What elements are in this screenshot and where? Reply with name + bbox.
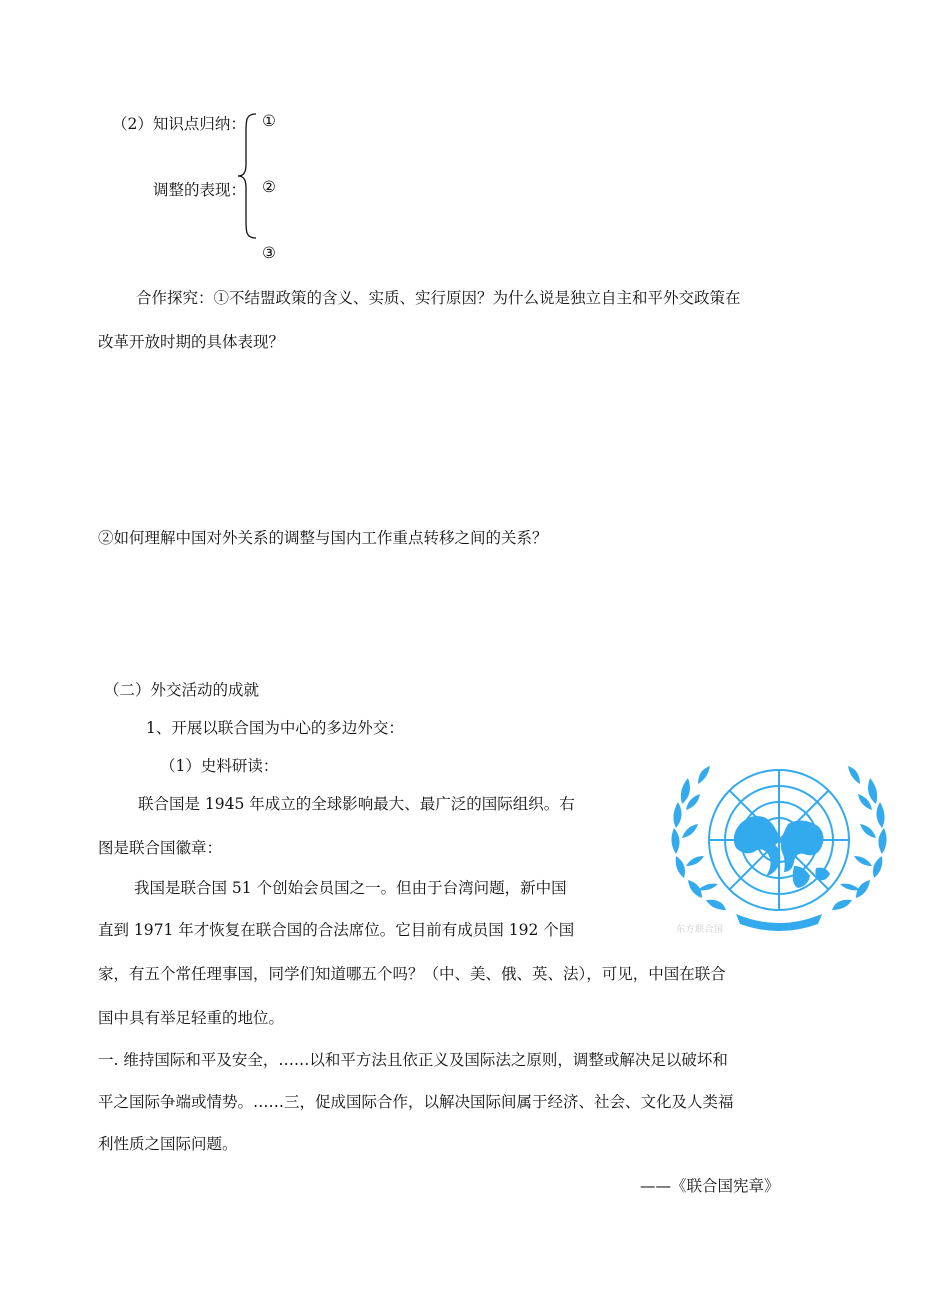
- emblem-watermark: 东方联合国: [676, 925, 724, 935]
- un-emblem-image: [666, 758, 892, 938]
- un-paragraph-1-line-1: 联合国是 1945 年成立的全球影响最大、最广泛的国际组织。右: [138, 795, 575, 813]
- un-paragraph-2-line-1: 我国是联合国 51 个创始会员国之一。但由于台湾问题，新中国: [134, 879, 567, 897]
- cooperation-question-2: ②如何理解中国对外关系的调整与国内工作重点转移之间的关系？: [98, 529, 548, 547]
- summary-item-1: ①: [262, 112, 276, 130]
- multilateral-diplomacy-point: 1、开展以联合国为中心的多边外交：: [146, 719, 404, 737]
- summary-item-2: ②: [262, 178, 276, 196]
- cooperation-question-1-line-1: 合作探究：①不结盟政策的含义、实质、实行原因？为什么说是独立自主和平外交政策在: [136, 289, 741, 307]
- historical-material-heading: （1）史料研读：: [160, 757, 279, 775]
- un-paragraph-2-line-2: 直到 1971 年才恢复在联合国的合法席位。它目前有成员国 192 个国: [98, 921, 575, 939]
- charter-quote-line-2: 平之国际争端或情势。……三，促成国际合作，以解决国际间属于经济、社会、文化及人类福: [98, 1093, 734, 1111]
- curly-brace-icon: [236, 112, 260, 240]
- cooperation-question-1-line-2: 改革开放时期的具体表现？: [98, 333, 285, 351]
- un-paragraph-2-line-3: 家，有五个常任理事国，同学们知道哪五个吗？（中、美、俄、英、法），可见，中国在联合: [98, 965, 726, 983]
- un-paragraph-2-line-4: 国中具有举足轻重的地位。: [98, 1009, 285, 1027]
- charter-source: ——《联合国宪章》: [640, 1177, 780, 1195]
- charter-quote-line-3: 利性质之国际问题。: [98, 1135, 238, 1153]
- knowledge-summary-label: （2）知识点归纳：: [112, 115, 246, 133]
- achievements-heading: （二）外交活动的成就: [104, 681, 260, 699]
- adjustment-label: 调整的表现：: [153, 181, 247, 199]
- charter-quote-line-1: 一. 维持国际和平及安全，……以和平方法且依正义及国际法之原则，调整或解决足以破坏和: [98, 1051, 728, 1069]
- un-paragraph-1-line-2: 图是联合国徽章：: [98, 839, 223, 857]
- summary-item-3: ③: [262, 244, 276, 262]
